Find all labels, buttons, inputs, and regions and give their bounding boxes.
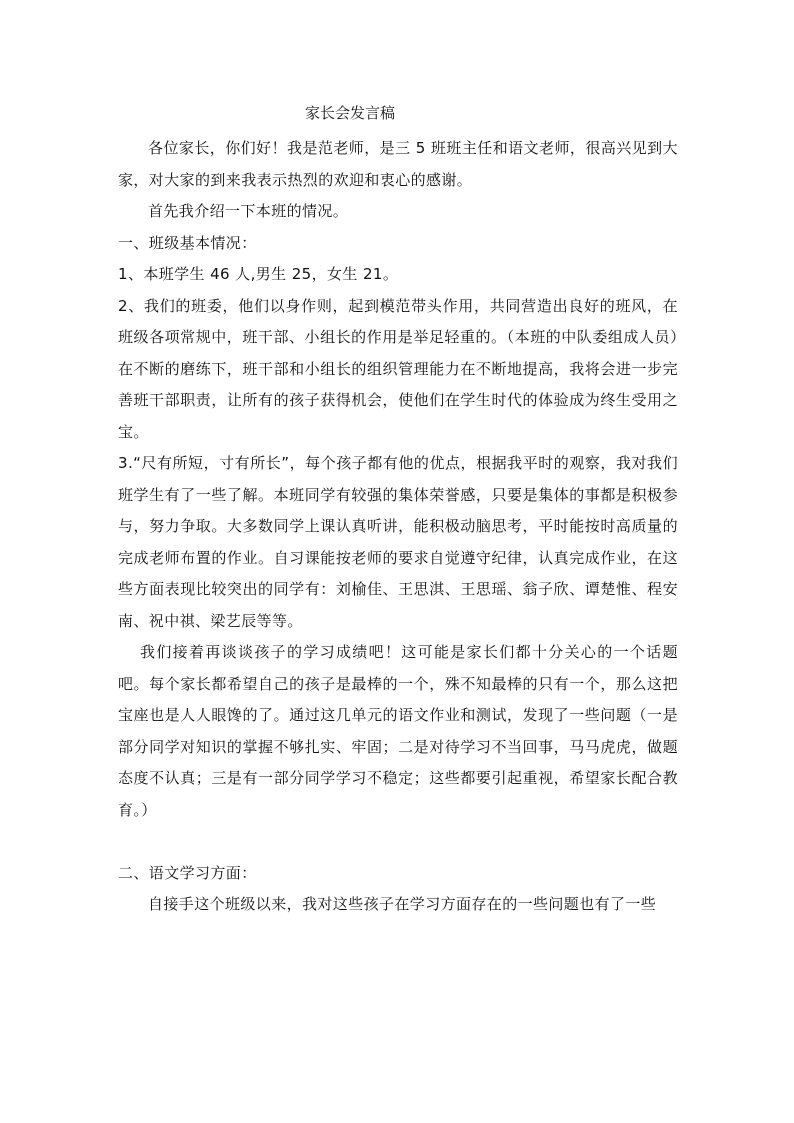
paragraph-intro: 首先我介绍一下本班的情况。 [148,202,349,220]
paragraph-greeting: 各位家长，你们好！我是范老师，是三 5 班班主任和语文老师，很高兴见到大家，对大家的到来我表示热烈的欢迎和衷心的感谢。 [118,139,678,189]
paragraph-academic-performance: 我们接着再谈谈孩子的学习成绩吧！这可能是家长们都十分关心的一个话题吧。每个家长都希望自己的孩子是最棒的一个，殊不知最棒的只有一个，那么这把宝座也是人人眼馋的了。通过这几单元的语文作业和测试，发现了一些问题（一是部分同学对知识的掌握不够扎实、牢固；二是对待学习不当回事，马马虎虎，做题态度不认真；三是有一部分同学学习不稳定；这些都要引起重视，希望家长配合教育。） [118,643,678,819]
paragraph-student-count: 1、本班学生 46 人,男生 25，女生 21。 [118,265,399,283]
paragraph-class-committee: 2、我们的班委，他们以身作则，起到模范带头作用，共同营造出良好的班风，在班级各项常规中，班干部、小组长的作用是举足轻重的。（本班的中队委组成人员）在不断的磨练下，班干部和小组长的组织管理能力在不断地提高，我将会进一步完善班干部职责，让所有的孩子获得机会，使他们在学生时代的体验成为终生受用之宝。 [118,296,678,441]
document-title: 家长会发言稿 [304,104,395,122]
document-body [118,133,678,921]
paragraph-strengths: 3.“尺有所短，寸有所长”，每个孩子都有他的优点，根据我平时的观察，我对我们班学生有了一些了解。本班同学有较强的集体荣誉感，只要是集体的事都是积极参与，努力争取。大多数同学上课认真听讲，能积极动脑思考，平时能按时高质量的完成老师布置的作业。自习课能按老师的要求自觉遵守纪律，认真完成作业，在这些方面表现比较突出的同学有：刘榆佳、王思淇、王思瑶、翁子欣、谭楚惟、程安南、祝中祺、梁艺辰等等。 [118,454,678,630]
paragraph-chinese-study: 自接手这个班级以来，我对这些孩子在学习方面存在的一些问题也有了一些 [148,895,657,913]
blank-line [118,826,678,858]
section-heading-chinese-study: 二、语文学习方面： [118,863,257,882]
section-heading-class-info: 一、班级基本情况： [118,233,257,252]
